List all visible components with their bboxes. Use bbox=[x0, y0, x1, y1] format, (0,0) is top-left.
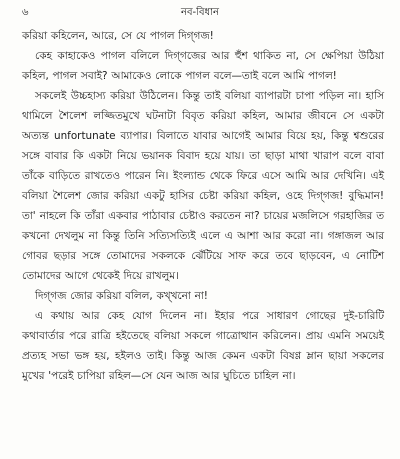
body-text bbox=[22, 26, 384, 386]
paragraph-5: এ কথায় আর কেহ যোগ দিলেন না। ইহার পরে সাধারণ গোছের দুই-চারিটি কথাবার্তার পরে রাত্রি হইতেছে বলিয়া সকলে গাত্রোত্থান করিলেন। প্রায় এমনি সময়েই প্রত্যহ সভা ভঙ্গ হয়, হইলও তাই। কিন্তু আজ কেমন একটা বিষণ্ণ ম্লান ছায়া সকলের মুখের 'পরেই চাপিয়া রহিল—সে যেন আজ আর ঘুচিতে চাহিল না। bbox=[22, 310, 384, 382]
paragraph-1: করিয়া কহিলেন, আরে, সে যে পাগল দিগ্‌গজ! bbox=[22, 30, 214, 42]
paragraph-2: কেহ কাহাকেও পাগল বলিলে দিগ্‌গজের আর হুঁশ থাকিত না, সে ক্ষেপিয়া উঠিয়া কহিল, পাগল সবাই? আমাকেও লোকে পাগল বলে—তাই বলে আমি পাগল! bbox=[22, 50, 384, 82]
page-number: ৬ bbox=[22, 7, 29, 18]
paragraph-4: দিগ্‌গজ জোর করিয়া বলিল, কখ্‌খনো না! bbox=[35, 290, 208, 302]
paragraph-3: সকলেই উচ্চহাস্য করিয়া উঠিলেন। কিন্তু তাই বলিয়া ব্যাপারটা চাপা পড়িল না। হাসি থামিলে শৈলেশ লজ্জিতমুখে ঘটনাটা বিবৃত করিয়া কহিল, আমার জীবনে সে একটা অত্যন্ত unfortunate ব্যাপার। বিলাতে যাবার আগেই আমার বিয়ে হয়, কিন্তু শ্বশুরের সঙ্গে বাবার কি একটা নিয়ে ভয়ানক বিবাদ হয়ে যায়। তা ছাড়া মাথা খারাপ বলে বাবা তাঁকে বাড়িতে রাখতেও পারেন নি। ইংল্যান্ড থেকে ফিরে এসে আমি আর দেখিনি। এই বলিয়া শৈলেশ জোর করিয়া একটু হাসির চেষ্টা করিয়া কহিল, ওহে দিগ্‌গজ! বুদ্ধিমান! তা' নাহলে কি তাঁরা একবার পাঠাবার চেষ্টাও করতেন না? চায়ের মজলিসে গরহাজির ত কখনো দেখলুম না কিন্তু তিনি সত্যিসত্যিই এলে এ আশা আর করো না। গঙ্গাজল আর গোবর ছড়ার সঙ্গে তোমাদের সকলকে ঝেঁটিয়ে সাফ করে তবে ছাড়বেন, এ নোটিশ তোমাদের আগে থেকেই দিয়ে রাখলুম। bbox=[22, 90, 384, 282]
page-header bbox=[0, 6, 400, 22]
running-title: নব-বিধান bbox=[180, 7, 220, 18]
